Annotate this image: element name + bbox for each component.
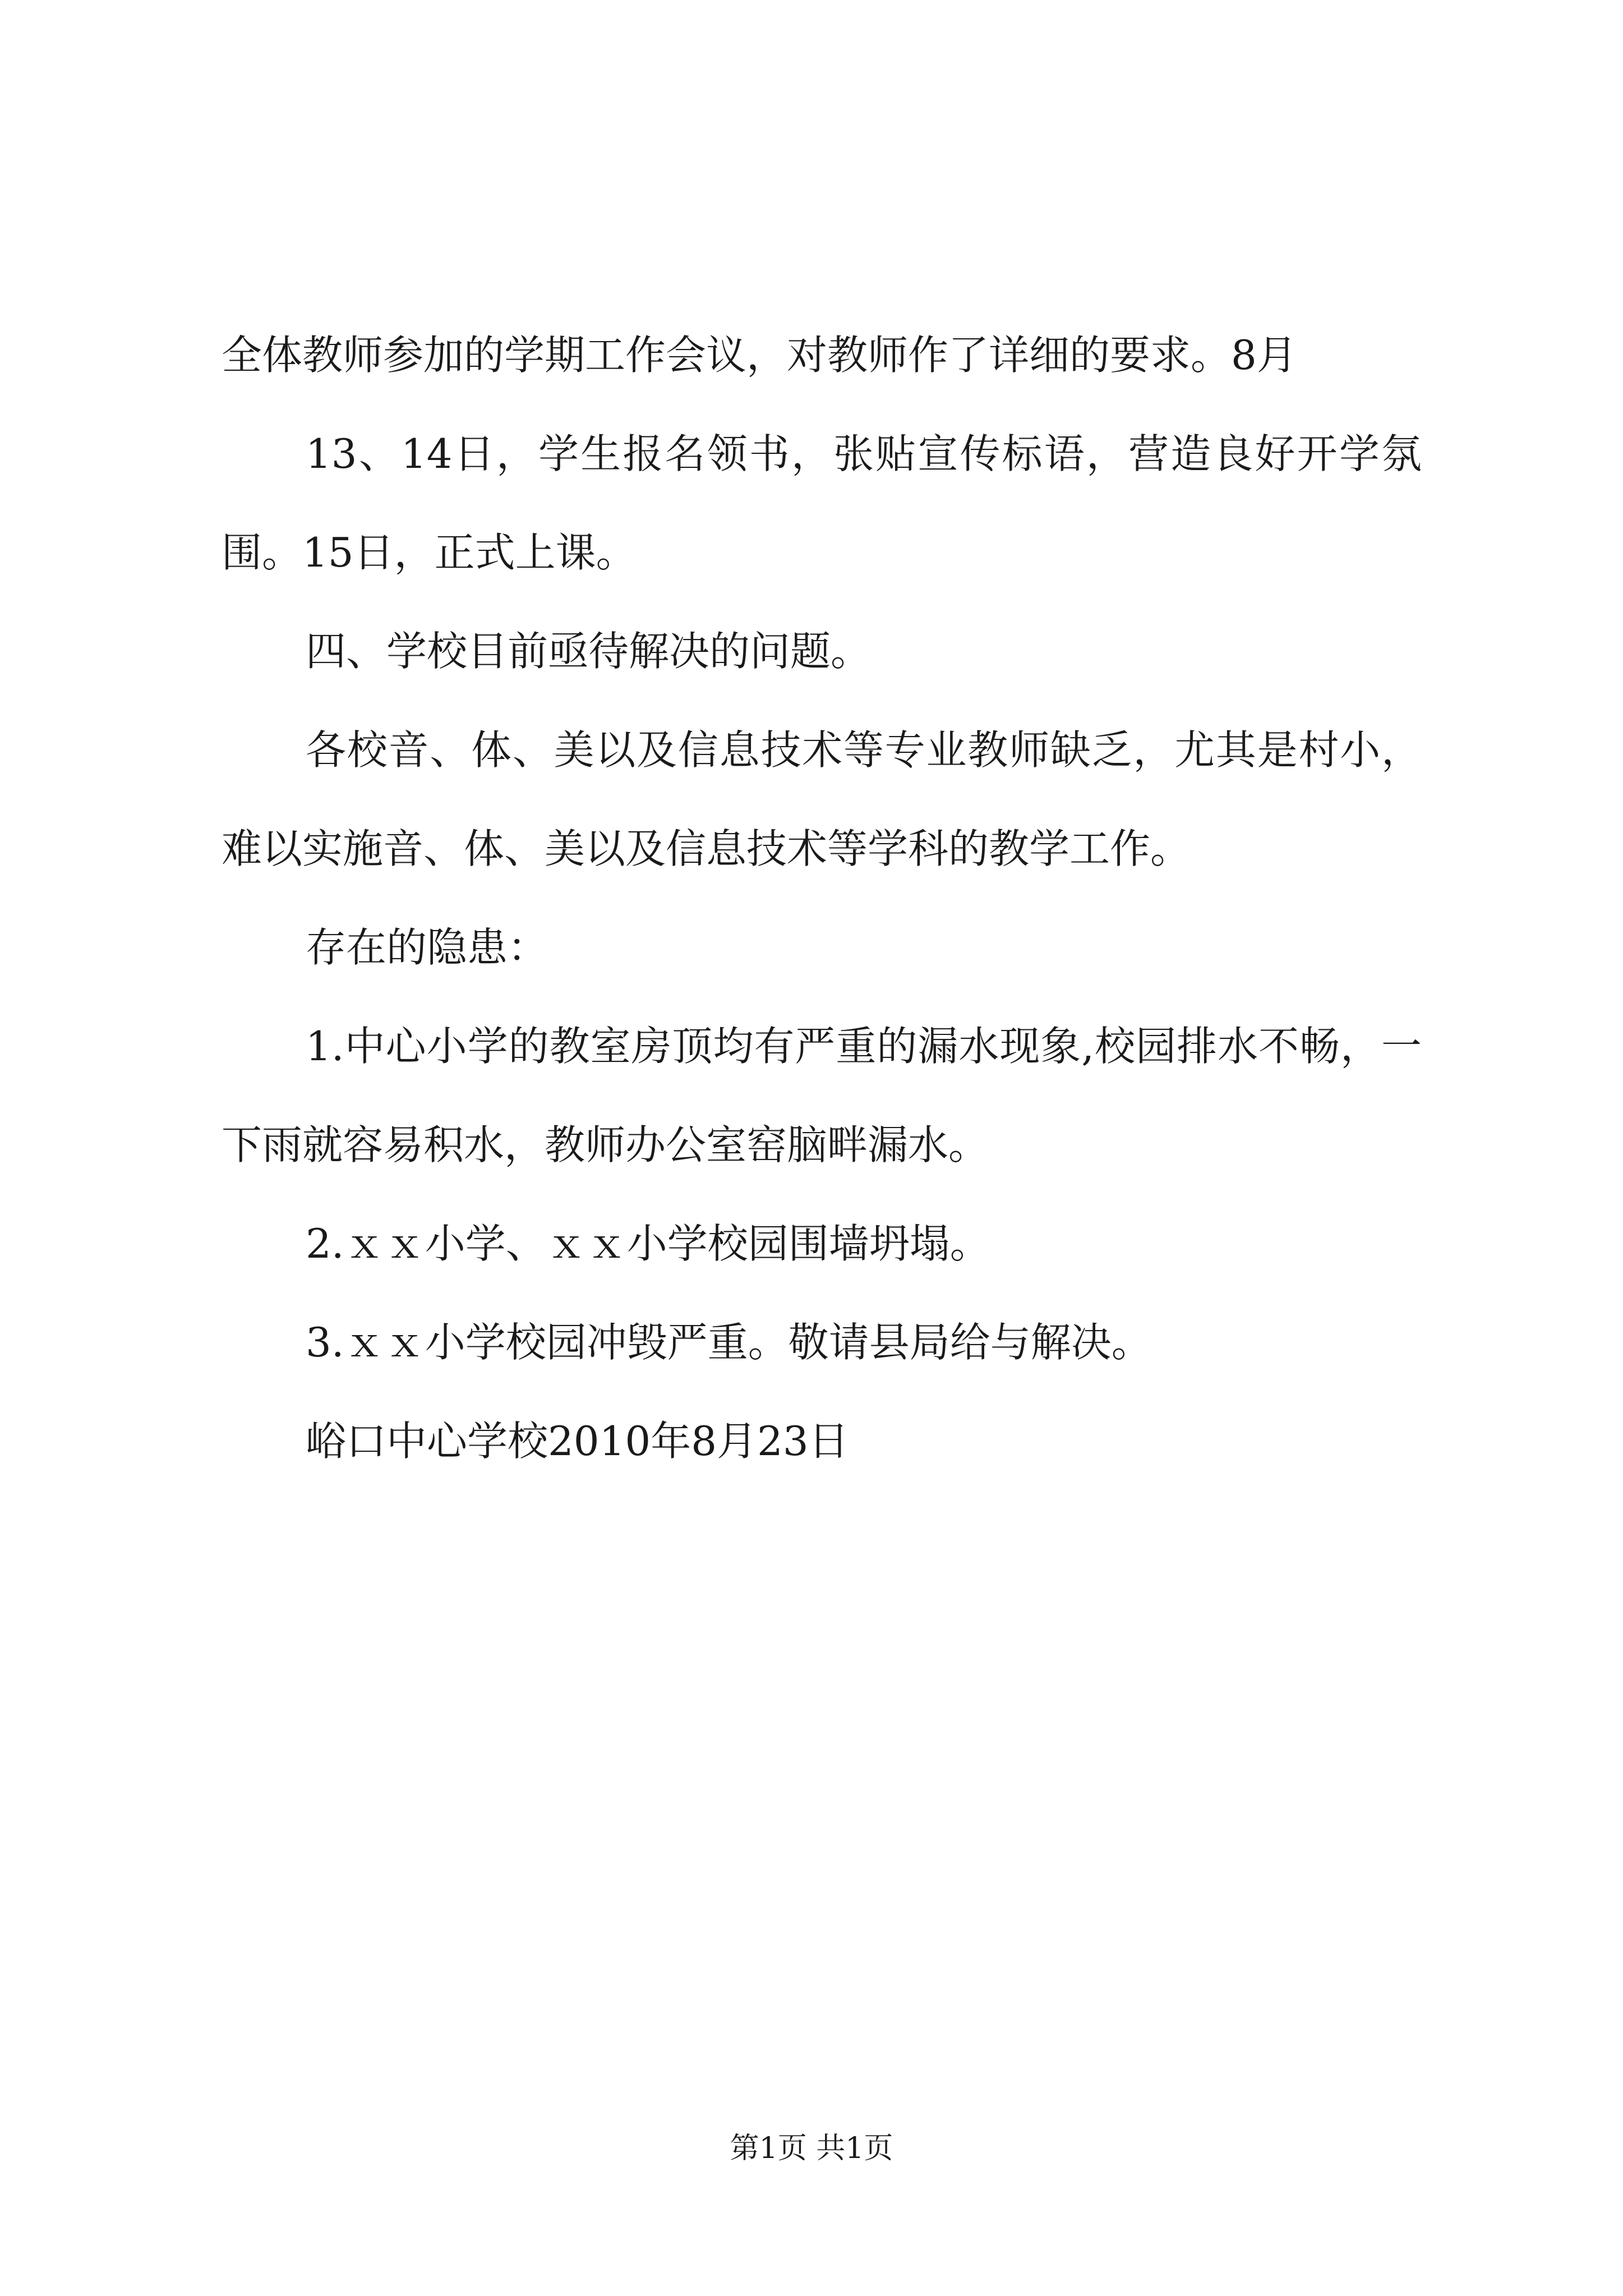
list-item-hazard-1: 1.中心小学的教室房顶均有严重的漏水现象,校园排水不畅，一下雨就容易积水，教师办公室窑脑畔漏水。: [222, 1023, 1422, 1168]
paragraph-meeting-continuation: 全体教师参加的学期工作会议，对教师作了详细的要求。8月: [222, 332, 1297, 379]
section-heading-problems: 四、学校目前亟待解决的问题。: [306, 628, 872, 675]
list-item-hazard-3: 3.ｘｘ小学校园冲毁严重。敬请县局给与解决。: [306, 1319, 1152, 1366]
list-item-hazard-2: 2.ｘｘ小学、ｘｘ小学校园围墙坍塌。: [306, 1220, 990, 1267]
signature-and-date: 峪口中心学校2010年8月23日: [306, 1418, 849, 1465]
paragraph-teacher-shortage: 各校音、体、美以及信息技术等专业教师缺乏，尤其是村小，难以实施音、体、美以及信息技术等学科的教学工作。: [222, 726, 1422, 872]
page-number-footer: 第1页 共1页: [730, 2132, 893, 2165]
paragraph-hazards-heading: 存在的隐患：: [306, 924, 548, 971]
paragraph-registration: 13、14日，学生报名领书，张贴宣传标语，营造良好开学氛围。15日，正式上课。: [222, 430, 1422, 576]
document-body: [222, 306, 1422, 1490]
